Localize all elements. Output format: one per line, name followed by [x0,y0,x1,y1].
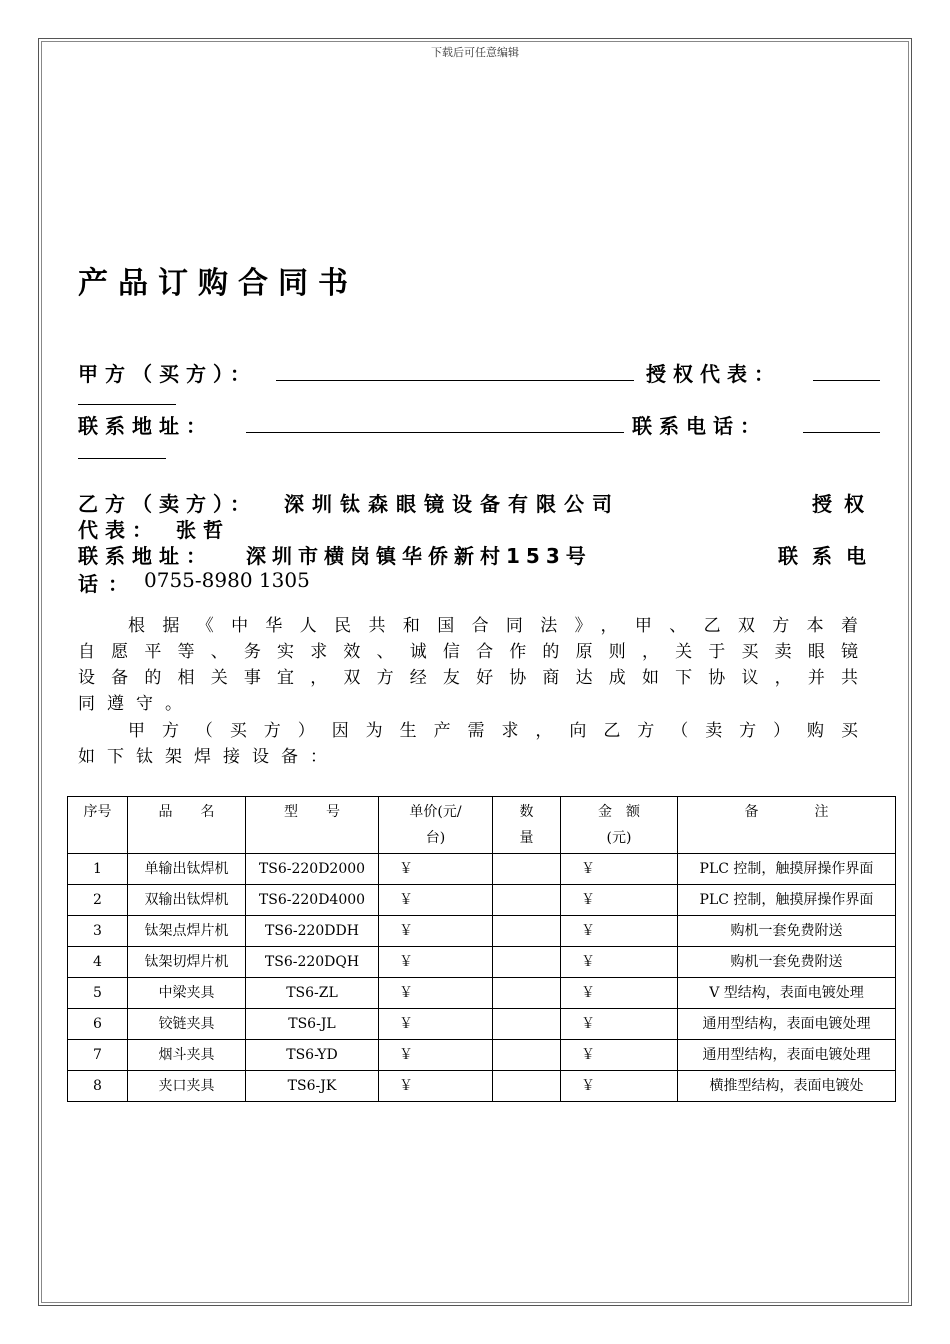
table-row [68,978,896,1009]
cell-remark: 横推型结构，表面电镀处 [678,1071,896,1102]
cell-remark: 通用型结构，表面电镀处理 [678,1009,896,1040]
col-amount: 金 额 (元) [561,797,678,854]
cell-model: TS6-JL [246,1009,379,1040]
cell-price[interactable]: ￥ [379,1040,493,1071]
seller-name: 深圳钛森眼镜设备有限公司 [284,492,620,516]
cell-price[interactable]: ￥ [379,947,493,978]
cell-amount[interactable]: ￥ [561,854,678,885]
seller-rep-label-1: 授权 [812,492,876,516]
cell-price[interactable]: ￥ [379,978,493,1009]
buyer-blank[interactable] [276,380,634,381]
cell-seq: 3 [68,916,128,947]
cell-amount[interactable]: ￥ [561,1009,678,1040]
seller-rep-name: 张哲 [176,518,230,542]
cell-name: 钛架点焊片机 [128,916,246,947]
cell-price[interactable]: ￥ [379,885,493,916]
cell-qty[interactable] [493,978,561,1009]
table-header-row [68,797,896,854]
para1-line2: 自愿平等、务实求效、诚信合作的原则，关于买卖眼镜 [78,642,870,662]
seller-phone-label-1: 联系电 [778,544,880,568]
cell-qty[interactable] [493,947,561,978]
cell-amount[interactable]: ￥ [561,916,678,947]
para1-line3: 设备的相关事宜，双方经友好协商达成如下协议，并共 [78,668,870,688]
buyer-label: 甲方（买方）： [78,362,257,386]
cell-amount[interactable]: ￥ [561,885,678,916]
buyer-address-label: 联系地址： [78,414,213,438]
buyer-rep-blank[interactable] [813,380,880,381]
cell-price[interactable]: ￥ [379,916,493,947]
table-row [68,1009,896,1040]
table-row [68,1040,896,1071]
col-qty: 数 量 [493,797,561,854]
cell-model: TS6-220D4000 [246,885,379,916]
cell-amount[interactable]: ￥ [561,1071,678,1102]
cell-name: 烟斗夹具 [128,1040,246,1071]
cell-name: 双输出钛焊机 [128,885,246,916]
seller-phone: 0755-8980 1305 [144,568,310,592]
cell-remark: 购机一套免费附送 [678,947,896,978]
col-model: 型 号 [246,797,379,854]
para2-line2: 如下钛架焊接设备： [78,747,339,767]
items-table [67,796,896,1102]
cell-qty[interactable] [493,1009,561,1040]
cell-name: 夹口夹具 [128,1071,246,1102]
buyer-rep-blank-cont[interactable] [78,404,176,405]
cell-seq: 4 [68,947,128,978]
cell-amount[interactable]: ￥ [561,947,678,978]
cell-model: TS6-220D2000 [246,854,379,885]
buyer-phone-blank-cont[interactable] [78,458,166,459]
cell-model: TS6-YD [246,1040,379,1071]
cell-remark: PLC 控制，触摸屏操作界面 [678,885,896,916]
cell-qty[interactable] [493,1071,561,1102]
seller-label: 乙方（卖方）： [78,492,257,516]
cell-seq: 6 [68,1009,128,1040]
cell-name: 铰链夹具 [128,1009,246,1040]
table-row [68,854,896,885]
table-row [68,885,896,916]
cell-remark: PLC 控制，触摸屏操作界面 [678,854,896,885]
cell-model: TS6-220DQH [246,947,379,978]
cell-qty[interactable] [493,854,561,885]
para1-line4: 同遵守。 [78,694,194,714]
col-seq: 序号 [68,797,128,854]
seller-address-label: 联系地址： [78,544,213,568]
cell-model: TS6-ZL [246,978,379,1009]
buyer-address-blank[interactable] [246,432,624,433]
cell-amount[interactable]: ￥ [561,1040,678,1071]
cell-seq: 5 [68,978,128,1009]
table-row [68,1071,896,1102]
cell-remark: 通用型结构，表面电镀处理 [678,1040,896,1071]
buyer-phone-label: 联系电话： [632,414,767,438]
seller-rep-label-2: 代表： [78,518,159,542]
col-remark: 备 注 [678,797,896,854]
seller-address: 深圳市横岗镇华侨新村153号 [246,544,592,568]
cell-seq: 8 [68,1071,128,1102]
cell-price[interactable]: ￥ [379,1009,493,1040]
cell-amount[interactable]: ￥ [561,978,678,1009]
buyer-phone-blank[interactable] [803,432,880,433]
document-title: 产品订购合同书 [78,266,358,301]
cell-name: 钛架切焊片机 [128,947,246,978]
cell-remark: V 型结构，表面电镀处理 [678,978,896,1009]
cell-qty[interactable] [493,1040,561,1071]
cell-remark: 购机一套免费附送 [678,916,896,947]
cell-name: 中梁夹具 [128,978,246,1009]
header-note: 下载后可任意编辑 [431,46,519,59]
cell-qty[interactable] [493,916,561,947]
cell-seq: 1 [68,854,128,885]
para2-line1: 甲方（买方）因为生产需求，向乙方（卖方）购买 [128,721,870,741]
para1-line1: 根据《中华人民共和国合同法》，甲、乙双方本着 [128,616,870,636]
table-row [68,947,896,978]
cell-seq: 2 [68,885,128,916]
col-name: 品 名 [128,797,246,854]
col-price: 单价(元/ 台) [379,797,493,854]
cell-name: 单输出钛焊机 [128,854,246,885]
cell-model: TS6-JK [246,1071,379,1102]
cell-model: TS6-220DDH [246,916,379,947]
table-row [68,916,896,947]
cell-price[interactable]: ￥ [379,1071,493,1102]
cell-price[interactable]: ￥ [379,854,493,885]
cell-qty[interactable] [493,885,561,916]
buyer-rep-label: 授权代表： [646,362,781,386]
cell-seq: 7 [68,1040,128,1071]
seller-phone-label-2: 话： [78,572,138,596]
